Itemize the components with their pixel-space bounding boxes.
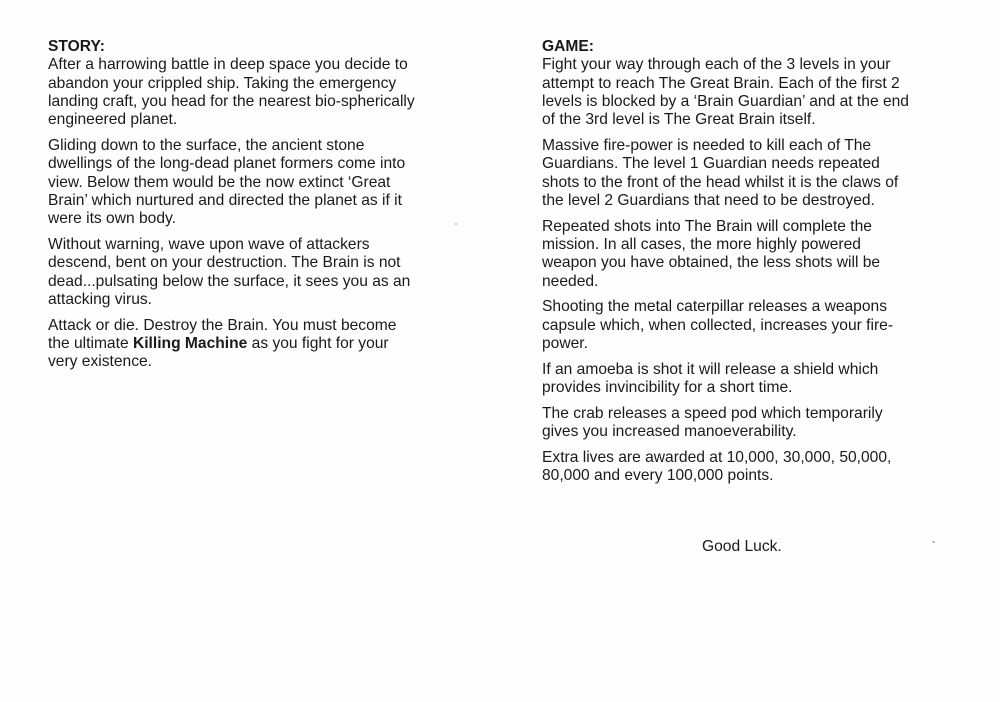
game-paragraph: Fight your way through each of the 3 levels in your attempt to reach The Great Brain. Each of the first 2 levels is blocked by a ‘Brain Guardian’ and at the end of the 3rd level is The Great Brain itself. <box>542 56 909 129</box>
game-paragraph: The crab releases a speed pod which temporarily gives you increased manoeverability. <box>542 404 883 441</box>
story-final-paragraph <box>48 317 468 372</box>
story-final-text-before: Attack or die. Destroy the Brain. You must become the ultimate <box>48 316 397 352</box>
scan-speck <box>455 223 457 225</box>
game-section <box>542 38 962 493</box>
game-paragraph: If an amoeba is shot it will release a shield which provides invincibility for a short time. <box>542 360 879 397</box>
story-heading: STORY: <box>48 38 105 55</box>
story-paragraph: Gliding down to the surface, the ancient stone dwellings of the long-dead planet formers come into view. Below them would be the now extinct ‘Great Brain’ which nurtured and directed the planet as if it were its own body. <box>48 136 406 228</box>
scan-speck <box>932 541 935 543</box>
game-paragraph: Extra lives are awarded at 10,000, 30,000, 50,000, 80,000 and every 100,000 points. <box>542 448 892 485</box>
game-heading: GAME: <box>542 38 594 55</box>
killing-machine-emphasis: Killing Machine <box>132 334 248 352</box>
game-paragraph: Shooting the metal caterpillar releases a weapons capsule which, when collected, increases your fire- power. <box>542 298 894 352</box>
game-paragraph: Massive fire-power is needed to kill each of The Guardians. The level 1 Guardian needs repeated shots to the front of the head whilst it is the claws of the level 2 Guardians that need to be destroyed. <box>542 136 899 209</box>
story-section <box>48 38 468 379</box>
game-paragraph: Repeated shots into The Brain will complete the mission. In all cases, the more highly powered weapon you have obtained, the less shots will be needed. <box>542 217 881 290</box>
story-paragraph: Without warning, wave upon wave of attackers descend, bent on your destruction. The Brain is not dead...pulsating below the surface, it sees you as an attacking virus. <box>48 235 411 308</box>
good-luck-signoff: Good Luck. <box>702 538 782 555</box>
story-final-text-after: as you fight for your very existence. <box>48 334 389 371</box>
story-paragraph: After a harrowing battle in deep space you decide to abandon your crippled ship. Taking the emergency landing craft, you head for the nearest bio-spherically engineered planet. <box>48 56 415 129</box>
